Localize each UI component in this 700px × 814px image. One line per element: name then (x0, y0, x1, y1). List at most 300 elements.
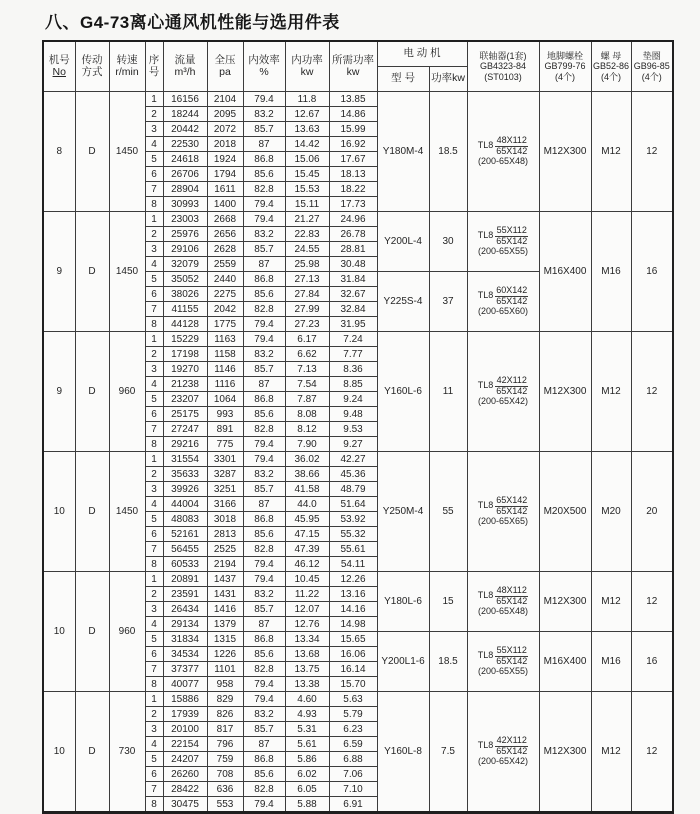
cell-internal-power: 47.15 (285, 527, 329, 542)
col-header-machine-no: 机号 No (43, 41, 75, 92)
cell-washer: 16 (631, 212, 673, 332)
cell-internal-power: 25.98 (285, 257, 329, 272)
cell-internal-power: 13.68 (285, 647, 329, 662)
cell-required-power: 6.59 (329, 737, 377, 752)
cell-seq: 6 (145, 287, 163, 302)
cell-seq: 2 (145, 227, 163, 242)
cell-nut: M12 (591, 332, 631, 452)
cell-flow: 19270 (163, 362, 207, 377)
cell-required-power: 14.86 (329, 107, 377, 122)
cell-pressure: 553 (207, 797, 243, 813)
cell-efficiency: 79.4 (243, 557, 285, 572)
cell-internal-power: 6.02 (285, 767, 329, 782)
cell-drive-mode: D (75, 692, 109, 813)
cell-internal-power: 15.53 (285, 182, 329, 197)
cell-internal-power: 12.76 (285, 617, 329, 632)
cell-motor-power: 30 (429, 212, 467, 272)
cell-seq: 6 (145, 647, 163, 662)
cell-nut: M20 (591, 452, 631, 572)
cell-efficiency: 87 (243, 497, 285, 512)
cell-flow: 44128 (163, 317, 207, 332)
cell-internal-power: 6.62 (285, 347, 329, 362)
cell-motor-power: 18.5 (429, 632, 467, 692)
cell-efficiency: 86.8 (243, 752, 285, 767)
cell-required-power: 5.79 (329, 707, 377, 722)
cell-internal-power: 22.83 (285, 227, 329, 242)
col-header-coupling: 联轴器(1套) GB4323-84 (ST0103) (467, 41, 539, 92)
cell-drive-mode: D (75, 92, 109, 212)
cell-seq: 8 (145, 197, 163, 212)
cell-internal-power: 15.06 (285, 152, 329, 167)
cell-flow: 15229 (163, 332, 207, 347)
cell-drive-mode: D (75, 212, 109, 332)
cell-internal-power: 6.05 (285, 782, 329, 797)
cell-flow: 20100 (163, 722, 207, 737)
cell-pressure: 1794 (207, 167, 243, 182)
cell-required-power: 13.85 (329, 92, 377, 107)
cell-seq: 1 (145, 692, 163, 707)
cell-flow: 34534 (163, 647, 207, 662)
cell-required-power: 15.65 (329, 632, 377, 647)
cell-flow: 25175 (163, 407, 207, 422)
cell-drive-mode: D (75, 332, 109, 452)
cell-required-power: 13.16 (329, 587, 377, 602)
cell-pressure: 3287 (207, 467, 243, 482)
cell-pressure: 3251 (207, 482, 243, 497)
cell-seq: 5 (145, 392, 163, 407)
cell-internal-power: 4.93 (285, 707, 329, 722)
cell-washer: 12 (631, 332, 673, 452)
cell-pressure: 1416 (207, 602, 243, 617)
cell-seq: 2 (145, 707, 163, 722)
cell-seq: 4 (145, 137, 163, 152)
cell-efficiency: 85.6 (243, 287, 285, 302)
cell-flow: 24207 (163, 752, 207, 767)
cell-internal-power: 13.34 (285, 632, 329, 647)
cell-pressure: 759 (207, 752, 243, 767)
col-header-washer: 垫圈 GB96-85 (4个) (631, 41, 673, 92)
cell-coupling (467, 632, 539, 692)
cell-flow: 25976 (163, 227, 207, 242)
cell-efficiency: 79.4 (243, 332, 285, 347)
cell-required-power: 51.64 (329, 497, 377, 512)
cell-required-power: 7.10 (329, 782, 377, 797)
coupling-note: (200-65X48) (477, 156, 529, 167)
fan-selection-table (42, 40, 674, 814)
table-row (43, 452, 673, 467)
cell-pressure: 1379 (207, 617, 243, 632)
cell-flow: 41155 (163, 302, 207, 317)
cell-required-power: 15.99 (329, 122, 377, 137)
fan-table-body (43, 92, 673, 813)
cell-efficiency: 83.2 (243, 347, 285, 362)
cell-required-power: 5.63 (329, 692, 377, 707)
cell-machine-no: 10 (43, 572, 75, 692)
cell-required-power: 9.27 (329, 437, 377, 452)
cell-seq: 1 (145, 332, 163, 347)
cell-internal-power: 41.58 (285, 482, 329, 497)
cell-efficiency: 85.6 (243, 767, 285, 782)
cell-speed: 1450 (109, 452, 145, 572)
cell-drive-mode: D (75, 452, 109, 572)
cell-internal-power: 11.8 (285, 92, 329, 107)
coupling-type: TL8 (477, 590, 494, 601)
cell-seq: 5 (145, 512, 163, 527)
cell-seq: 4 (145, 497, 163, 512)
cell-machine-no: 8 (43, 92, 75, 212)
coupling-note: (200-65X55) (477, 666, 529, 677)
col-header-drive-mode: 传动 方式 (75, 41, 109, 92)
cell-efficiency: 87 (243, 737, 285, 752)
cell-efficiency: 87 (243, 137, 285, 152)
cell-internal-power: 36.02 (285, 452, 329, 467)
cell-required-power: 17.73 (329, 197, 377, 212)
cell-flow: 31554 (163, 452, 207, 467)
cell-flow: 31834 (163, 632, 207, 647)
cell-coupling (467, 212, 539, 272)
coupling-note: (200-65X48) (477, 606, 529, 617)
col-header-pressure: 全压 pa (207, 41, 243, 92)
cell-efficiency: 79.4 (243, 572, 285, 587)
cell-internal-power: 7.54 (285, 377, 329, 392)
cell-internal-power: 5.86 (285, 752, 329, 767)
cell-efficiency: 79.4 (243, 692, 285, 707)
cell-seq: 2 (145, 107, 163, 122)
cell-flow: 29106 (163, 242, 207, 257)
cell-motor-model: Y200L-4 (377, 212, 429, 272)
col-header-nut: 螺 母 GB52-86 (4个) (591, 41, 631, 92)
cell-internal-power: 13.63 (285, 122, 329, 137)
cell-efficiency: 87 (243, 617, 285, 632)
cell-required-power: 7.06 (329, 767, 377, 782)
cell-required-power: 16.06 (329, 647, 377, 662)
cell-flow: 22530 (163, 137, 207, 152)
coupling-spec: TL8 $\frac{60X142}{65X142}$ (200-65X60) (468, 286, 539, 318)
cell-pressure: 1163 (207, 332, 243, 347)
cell-flow: 26706 (163, 167, 207, 182)
cell-required-power: 16.92 (329, 137, 377, 152)
cell-motor-model: Y225S-4 (377, 272, 429, 332)
cell-flow: 23591 (163, 587, 207, 602)
cell-flow: 28904 (163, 182, 207, 197)
cell-efficiency: 87 (243, 257, 285, 272)
cell-internal-power: 12.07 (285, 602, 329, 617)
cell-required-power: 54.11 (329, 557, 377, 572)
cell-anchor-bolt: M20X500 (539, 452, 591, 572)
cell-seq: 6 (145, 407, 163, 422)
cell-motor-model: Y160L-8 (377, 692, 429, 813)
cell-flow: 52161 (163, 527, 207, 542)
cell-nut: M12 (591, 692, 631, 813)
cell-internal-power: 15.45 (285, 167, 329, 182)
cell-coupling (467, 92, 539, 212)
cell-required-power: 14.16 (329, 602, 377, 617)
cell-efficiency: 85.6 (243, 167, 285, 182)
cell-internal-power: 7.87 (285, 392, 329, 407)
cell-seq: 1 (145, 452, 163, 467)
cell-required-power: 15.70 (329, 677, 377, 692)
cell-nut: M16 (591, 632, 631, 692)
cell-flow: 35052 (163, 272, 207, 287)
cell-internal-power: 5.31 (285, 722, 329, 737)
document-page (0, 8, 700, 810)
cell-pressure: 2525 (207, 542, 243, 557)
cell-efficiency: 83.2 (243, 587, 285, 602)
cell-seq: 4 (145, 257, 163, 272)
cell-nut: M16 (591, 212, 631, 332)
cell-pressure: 2072 (207, 122, 243, 137)
cell-efficiency: 85.6 (243, 407, 285, 422)
cell-required-power: 31.95 (329, 317, 377, 332)
cell-coupling (467, 332, 539, 452)
cell-flow: 18244 (163, 107, 207, 122)
cell-efficiency: 82.8 (243, 662, 285, 677)
cell-nut: M12 (591, 572, 631, 632)
cell-efficiency: 86.8 (243, 392, 285, 407)
cell-seq: 2 (145, 587, 163, 602)
coupling-spec: TL8 $\frac{55X112}{65X142}$ (200-65X55) (468, 646, 539, 678)
cell-seq: 3 (145, 722, 163, 737)
cell-internal-power: 6.17 (285, 332, 329, 347)
cell-internal-power: 27.99 (285, 302, 329, 317)
cell-efficiency: 87 (243, 377, 285, 392)
cell-flow: 39926 (163, 482, 207, 497)
cell-pressure: 2656 (207, 227, 243, 242)
cell-required-power: 45.36 (329, 467, 377, 482)
cell-flow: 28422 (163, 782, 207, 797)
table-row (43, 572, 673, 587)
cell-pressure: 2275 (207, 287, 243, 302)
cell-seq: 1 (145, 572, 163, 587)
cell-flow: 37377 (163, 662, 207, 677)
cell-efficiency: 79.4 (243, 677, 285, 692)
cell-required-power: 32.67 (329, 287, 377, 302)
cell-internal-power: 24.55 (285, 242, 329, 257)
cell-efficiency: 79.4 (243, 452, 285, 467)
cell-pressure: 1146 (207, 362, 243, 377)
cell-internal-power: 45.95 (285, 512, 329, 527)
cell-internal-power: 15.11 (285, 197, 329, 212)
cell-required-power: 18.22 (329, 182, 377, 197)
cell-flow: 44004 (163, 497, 207, 512)
cell-required-power: 9.48 (329, 407, 377, 422)
coupling-note: (200-65X42) (477, 756, 529, 767)
cell-pressure: 1116 (207, 377, 243, 392)
cell-anchor-bolt: M16X400 (539, 212, 591, 332)
cell-seq: 6 (145, 767, 163, 782)
cell-internal-power: 5.88 (285, 797, 329, 813)
cell-seq: 7 (145, 182, 163, 197)
cell-required-power: 14.98 (329, 617, 377, 632)
cell-internal-power: 7.90 (285, 437, 329, 452)
cell-motor-power: 55 (429, 452, 467, 572)
cell-pressure: 3166 (207, 497, 243, 512)
cell-pressure: 2095 (207, 107, 243, 122)
cell-motor-power: 37 (429, 272, 467, 332)
cell-internal-power: 13.75 (285, 662, 329, 677)
cell-flow: 38026 (163, 287, 207, 302)
cell-flow: 26434 (163, 602, 207, 617)
cell-seq: 6 (145, 527, 163, 542)
cell-internal-power: 11.22 (285, 587, 329, 602)
cell-pressure: 1611 (207, 182, 243, 197)
cell-seq: 3 (145, 482, 163, 497)
cell-required-power: 30.48 (329, 257, 377, 272)
cell-pressure: 1158 (207, 347, 243, 362)
cell-required-power: 9.53 (329, 422, 377, 437)
cell-pressure: 958 (207, 677, 243, 692)
cell-motor-model: Y180M-4 (377, 92, 429, 212)
coupling-note: (200-65X55) (477, 246, 529, 257)
cell-flow: 22154 (163, 737, 207, 752)
coupling-spec: TL8 $\frac{42X112}{65X142}$ (200-65X42) (468, 376, 539, 408)
cell-seq: 5 (145, 152, 163, 167)
cell-seq: 4 (145, 377, 163, 392)
cell-flow: 23207 (163, 392, 207, 407)
cell-pressure: 2042 (207, 302, 243, 317)
cell-motor-power: 11 (429, 332, 467, 452)
cell-efficiency: 82.8 (243, 182, 285, 197)
cell-internal-power: 44.0 (285, 497, 329, 512)
cell-motor-power: 18.5 (429, 92, 467, 212)
cell-flow: 21238 (163, 377, 207, 392)
cell-seq: 7 (145, 422, 163, 437)
cell-speed: 1450 (109, 92, 145, 212)
cell-anchor-bolt: M16X400 (539, 632, 591, 692)
cell-efficiency: 79.4 (243, 317, 285, 332)
cell-motor-model: Y160L-6 (377, 332, 429, 452)
cell-internal-power: 8.08 (285, 407, 329, 422)
cell-seq: 8 (145, 317, 163, 332)
col-header-required-power: 所需功率 kw (329, 41, 377, 92)
cell-efficiency: 85.7 (243, 602, 285, 617)
cell-required-power: 24.96 (329, 212, 377, 227)
coupling-note: (200-65X60) (477, 306, 529, 317)
coupling-type: TL8 (477, 650, 494, 661)
cell-flow: 32079 (163, 257, 207, 272)
cell-efficiency: 83.2 (243, 107, 285, 122)
cell-seq: 7 (145, 542, 163, 557)
cell-flow: 16156 (163, 92, 207, 107)
cell-internal-power: 10.45 (285, 572, 329, 587)
table-row (43, 92, 673, 107)
cell-motor-model: Y200L1-6 (377, 632, 429, 692)
cell-machine-no: 10 (43, 452, 75, 572)
cell-pressure: 2628 (207, 242, 243, 257)
cell-seq: 5 (145, 272, 163, 287)
cell-machine-no: 9 (43, 212, 75, 332)
cell-pressure: 2668 (207, 212, 243, 227)
cell-efficiency: 82.8 (243, 422, 285, 437)
cell-required-power: 16.14 (329, 662, 377, 677)
cell-efficiency: 82.8 (243, 302, 285, 317)
page-title: 八、G4-73离心通风机性能与选用件表 (45, 13, 340, 32)
cell-pressure: 636 (207, 782, 243, 797)
cell-seq: 5 (145, 632, 163, 647)
cell-efficiency: 86.8 (243, 512, 285, 527)
cell-seq: 5 (145, 752, 163, 767)
cell-motor-model: Y180L-6 (377, 572, 429, 632)
cell-pressure: 775 (207, 437, 243, 452)
cell-pressure: 1315 (207, 632, 243, 647)
cell-pressure: 829 (207, 692, 243, 707)
cell-seq: 3 (145, 602, 163, 617)
cell-flow: 23003 (163, 212, 207, 227)
col-header-motor-power: 功率kw (429, 67, 467, 92)
cell-motor-power: 15 (429, 572, 467, 632)
cell-flow: 26260 (163, 767, 207, 782)
cell-flow: 48083 (163, 512, 207, 527)
coupling-type: TL8 (477, 740, 494, 751)
cell-pressure: 2018 (207, 137, 243, 152)
cell-machine-no: 9 (43, 332, 75, 452)
cell-internal-power: 12.67 (285, 107, 329, 122)
coupling-note: (200-65X65) (477, 516, 529, 527)
cell-pressure: 708 (207, 767, 243, 782)
cell-required-power: 6.88 (329, 752, 377, 767)
cell-pressure: 3301 (207, 452, 243, 467)
cell-required-power: 7.24 (329, 332, 377, 347)
cell-required-power: 48.79 (329, 482, 377, 497)
cell-internal-power: 27.13 (285, 272, 329, 287)
cell-efficiency: 83.2 (243, 227, 285, 242)
cell-internal-power: 46.12 (285, 557, 329, 572)
cell-pressure: 1924 (207, 152, 243, 167)
cell-pressure: 1064 (207, 392, 243, 407)
coupling-spec: TL8 $\frac{48X112}{65X142}$ (200-65X48) (468, 586, 539, 618)
cell-required-power: 42.27 (329, 452, 377, 467)
coupling-note: (200-65X42) (477, 396, 529, 407)
cell-required-power: 53.92 (329, 512, 377, 527)
table-row (43, 332, 673, 347)
cell-required-power: 8.36 (329, 362, 377, 377)
coupling-type: TL8 (477, 500, 494, 511)
cell-efficiency: 79.4 (243, 197, 285, 212)
cell-flow: 17939 (163, 707, 207, 722)
cell-required-power: 55.61 (329, 542, 377, 557)
cell-seq: 7 (145, 662, 163, 677)
cell-machine-no: 10 (43, 692, 75, 813)
cell-seq: 3 (145, 242, 163, 257)
cell-pressure: 3018 (207, 512, 243, 527)
cell-speed: 960 (109, 332, 145, 452)
cell-coupling (467, 272, 539, 332)
coupling-spec: TL8 $\frac{42X112}{65X142}$ (200-65X42) (468, 736, 539, 768)
col-header-speed: 转速 r/min (109, 41, 145, 92)
coupling-spec: TL8 $\frac{55X112}{65X142}$ (200-65X55) (468, 226, 539, 258)
cell-pressure: 1400 (207, 197, 243, 212)
cell-washer: 20 (631, 452, 673, 572)
cell-internal-power: 14.42 (285, 137, 329, 152)
cell-internal-power: 21.27 (285, 212, 329, 227)
cell-seq: 7 (145, 782, 163, 797)
cell-washer: 12 (631, 572, 673, 632)
cell-seq: 2 (145, 347, 163, 362)
cell-nut: M12 (591, 92, 631, 212)
cell-internal-power: 38.66 (285, 467, 329, 482)
col-header-seq: 序 号 (145, 41, 163, 92)
cell-seq: 8 (145, 437, 163, 452)
cell-efficiency: 79.4 (243, 797, 285, 813)
coupling-type: TL8 (477, 290, 494, 301)
cell-speed: 730 (109, 692, 145, 813)
cell-pressure: 1101 (207, 662, 243, 677)
cell-seq: 1 (145, 212, 163, 227)
cell-efficiency: 85.6 (243, 527, 285, 542)
col-header-anchor-bolt: 地脚螺栓 GB799-76 (4个) (539, 41, 591, 92)
cell-required-power: 9.24 (329, 392, 377, 407)
cell-anchor-bolt: M12X300 (539, 692, 591, 813)
